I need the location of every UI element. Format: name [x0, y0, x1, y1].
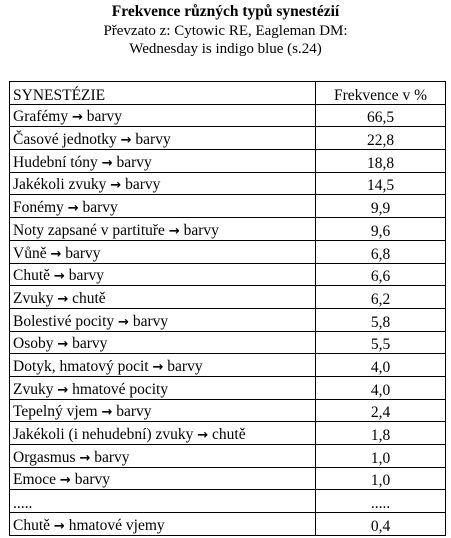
synesthesia-type-cell — [10, 467, 316, 490]
frequency-cell: 4,0 — [316, 376, 446, 399]
table-row — [10, 445, 446, 468]
concurrent-label: barvy — [72, 335, 108, 353]
arrow-right-icon: → — [152, 359, 164, 375]
table-row — [10, 286, 446, 309]
synesthesia-type-cell — [10, 376, 316, 399]
inducer-label: Časové jednotky — [13, 131, 117, 149]
synesthesia-type-cell — [10, 240, 316, 263]
inducer-label: Noty zapsané v partituře — [13, 221, 165, 239]
arrow-right-icon: → — [168, 223, 180, 239]
concurrent-label: barvy — [86, 108, 123, 126]
table-row — [10, 376, 446, 399]
table-row — [10, 150, 446, 173]
synesthesia-type-cell — [10, 513, 316, 536]
frequency-cell: 5,5 — [316, 331, 446, 354]
synesthesia-type-cell — [10, 331, 316, 354]
frequency-cell: 9,6 — [316, 218, 446, 241]
frequency-cell: 6,8 — [316, 240, 446, 263]
arrow-right-icon: → — [57, 291, 69, 307]
frequency-cell: 18,8 — [316, 150, 446, 173]
inducer-label: Zvuky — [13, 380, 54, 398]
frequency-cell: 66,5 — [316, 104, 446, 127]
inducer-label: Emoce — [13, 471, 57, 489]
synesthesia-type-cell — [10, 422, 316, 445]
table-row — [10, 467, 446, 490]
arrow-right-icon: → — [57, 337, 69, 353]
column-header-synesthesia: SYNESTÉZIE — [10, 82, 316, 105]
inducer-label: Vůně — [13, 244, 47, 262]
synesthesia-type-cell — [10, 172, 316, 195]
inducer-label: Fonémy — [13, 199, 64, 217]
inducer-label: Chutě — [13, 267, 51, 285]
frequency-cell: 22,8 — [316, 127, 446, 150]
frequency-cell: 1,0 — [316, 467, 446, 490]
synesthesia-type-cell — [10, 490, 316, 513]
frequency-cell: 9,9 — [316, 195, 446, 218]
table-row — [10, 240, 446, 263]
synesthesia-type-cell — [10, 308, 316, 331]
concurrent-label: barvy — [125, 176, 161, 194]
arrow-right-icon: → — [197, 428, 209, 443]
table-row — [10, 104, 446, 127]
table-header-row — [10, 82, 446, 105]
inducer-label: Tepelný vjem — [13, 403, 98, 421]
table-row — [10, 308, 446, 331]
arrow-right-icon: → — [118, 314, 129, 330]
table-row — [10, 172, 446, 195]
synesthesia-frequency-table — [9, 81, 446, 536]
inducer-label: Zvuky — [13, 289, 54, 307]
concurrent-label: barvy — [132, 312, 169, 330]
table-row — [10, 218, 446, 241]
concurrent-label: barvy — [94, 448, 130, 466]
frequency-cell: 2,4 — [316, 399, 446, 422]
inducer-label: Hudební tóny — [13, 153, 98, 171]
book-title-line: Wednesday is indigo blue (s.24) — [129, 41, 322, 57]
arrow-right-icon: → — [53, 518, 65, 534]
concurrent-label: barvy — [183, 221, 219, 239]
table-row — [10, 490, 446, 513]
arrow-right-icon: → — [110, 178, 122, 194]
table-row — [10, 331, 446, 354]
arrow-right-icon: → — [59, 473, 71, 489]
synesthesia-type-cell — [10, 127, 316, 150]
inducer-label: Jakékoli (i nehudební) zvuky — [13, 426, 194, 443]
synesthesia-type-cell — [10, 445, 316, 468]
concurrent-label: barvy — [65, 244, 101, 262]
synesthesia-type-cell — [10, 150, 316, 173]
inducer-label: Chutě — [13, 516, 51, 534]
synesthesia-type-cell — [10, 263, 316, 286]
arrow-right-icon: → — [50, 246, 62, 262]
concurrent-label: barvy — [135, 131, 171, 149]
inducer-label: Jakékoli zvuky — [13, 176, 107, 194]
frequency-cell: 6,6 — [316, 263, 446, 286]
concurrent-label: barvy — [167, 357, 203, 375]
inducer-label: Bolestivé pocity — [13, 312, 115, 330]
arrow-right-icon: → — [101, 155, 113, 171]
arrow-right-icon: → — [71, 110, 83, 126]
frequency-cell: 0,4 — [316, 513, 446, 536]
arrow-right-icon: → — [120, 133, 132, 149]
inducer-label: Orgasmus — [13, 448, 76, 466]
inducer-label: Osoby — [13, 335, 54, 353]
table-row — [10, 195, 446, 218]
table-row — [10, 399, 446, 422]
synesthesia-type-cell — [10, 104, 316, 127]
arrow-right-icon: → — [79, 450, 91, 466]
arrow-right-icon: → — [101, 405, 113, 421]
table-row — [10, 513, 446, 536]
frequency-cell: 14,5 — [316, 172, 446, 195]
table-row — [10, 263, 446, 286]
frequency-cell: 4,0 — [316, 354, 446, 377]
concurrent-label: barvy — [116, 403, 152, 421]
column-header-frequency: Frekvence v % — [316, 82, 446, 105]
arrow-right-icon: → — [67, 201, 79, 217]
frequency-cell: 5,8 — [316, 308, 446, 331]
frequency-cell: ..... — [316, 490, 446, 513]
table-row — [10, 127, 446, 150]
synesthesia-type-cell — [10, 218, 316, 241]
concurrent-label: hmatové vjemy — [68, 516, 165, 534]
concurrent-label: barvy — [82, 199, 118, 217]
concurrent-label: barvy — [74, 471, 110, 489]
concurrent-label: barvy — [68, 267, 104, 285]
concurrent-label: chutě — [72, 289, 106, 307]
inducer-label: ..... — [13, 495, 33, 513]
table-row — [10, 354, 446, 377]
table-row — [10, 422, 446, 445]
concurrent-label: barvy — [116, 153, 152, 171]
frequency-cell: 1,0 — [316, 445, 446, 468]
table-body — [10, 104, 446, 535]
source-line: Převzato z: Cytowic RE, Eagleman DM: — [103, 23, 348, 39]
concurrent-label: chutě — [212, 426, 246, 443]
inducer-label: Grafémy — [13, 108, 69, 126]
arrow-right-icon: → — [53, 269, 65, 285]
synesthesia-type-cell — [10, 399, 316, 422]
synesthesia-type-cell — [10, 195, 316, 218]
synesthesia-type-cell — [10, 354, 316, 377]
arrow-right-icon: → — [57, 382, 69, 398]
frequency-cell: 1,8 — [316, 422, 446, 445]
frequency-cell: 6,2 — [316, 286, 446, 309]
inducer-label: Dotyk, hmatový pocit — [13, 357, 149, 375]
document-title: Frekvence různých typů synestézií — [111, 3, 340, 20]
concurrent-label: hmatové pocity — [72, 380, 169, 398]
synesthesia-type-cell — [10, 286, 316, 309]
